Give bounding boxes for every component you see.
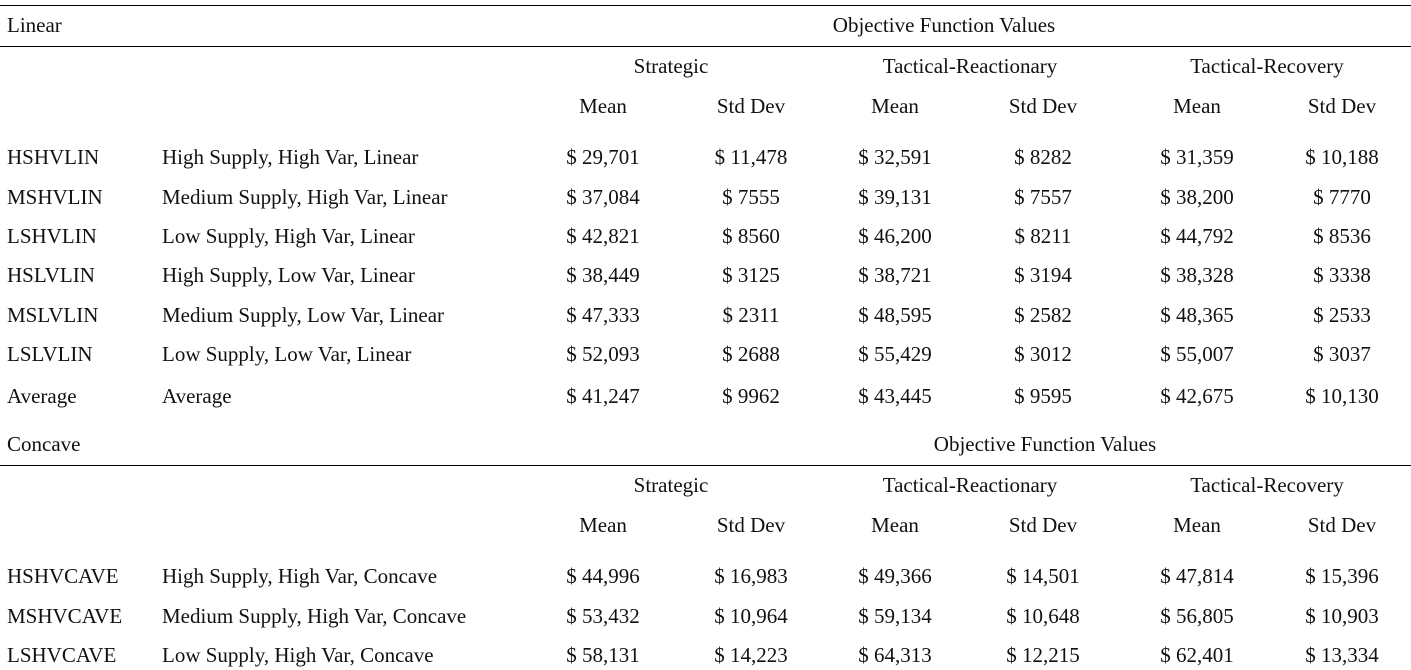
mean-value: $ 43,445 xyxy=(858,384,932,408)
mean-value: $ 38,200 xyxy=(1160,185,1234,209)
mean-value: $ 55,429 xyxy=(858,342,932,366)
row-description: High Supply, Low Var, Linear xyxy=(162,263,415,287)
mean-header: Mean xyxy=(871,513,919,537)
mean-value: $ 42,675 xyxy=(1160,384,1234,408)
mean-value: $ 59,134 xyxy=(858,604,932,628)
std-dev-value: $ 3338 xyxy=(1313,263,1371,287)
table-row xyxy=(0,601,1411,631)
mean-header: Mean xyxy=(1173,513,1221,537)
row-code: MSHVLIN xyxy=(7,185,103,209)
table-row xyxy=(0,300,1411,330)
mean-value: $ 53,432 xyxy=(566,604,640,628)
std-dev-value: $ 3125 xyxy=(722,263,780,287)
mean-header: Mean xyxy=(579,513,627,537)
std-dev-value: $ 16,983 xyxy=(714,564,788,588)
section-header-row xyxy=(0,10,1411,40)
mean-value: $ 47,814 xyxy=(1160,564,1234,588)
mean-value: $ 41,247 xyxy=(566,384,640,408)
table-row xyxy=(0,640,1411,670)
row-description: Medium Supply, Low Var, Linear xyxy=(162,303,445,327)
mean-value: $ 29,701 xyxy=(566,145,640,169)
strategy-header: Strategic xyxy=(633,54,709,78)
mean-header: Mean xyxy=(579,94,627,118)
std-dev-value: $ 2582 xyxy=(1014,303,1072,327)
std-dev-value: $ 14,223 xyxy=(714,643,788,667)
row-description: Low Supply, High Var, Linear xyxy=(162,224,415,248)
mean-header: Mean xyxy=(871,94,919,118)
std-dev-value: $ 11,478 xyxy=(714,145,788,169)
section-header-row xyxy=(0,429,1411,459)
strategy-header: Tactical-Reactionary xyxy=(882,473,1058,497)
std-dev-value: $ 7555 xyxy=(722,185,780,209)
row-description: High Supply, High Var, Concave xyxy=(162,564,438,588)
std-dev-header: Std Dev xyxy=(1008,94,1078,118)
table-row xyxy=(0,339,1411,369)
row-code: LSHVLIN xyxy=(7,224,97,248)
mean-value: $ 44,996 xyxy=(566,564,640,588)
std-dev-value: $ 10,903 xyxy=(1305,604,1379,628)
row-code: MSLVLIN xyxy=(7,303,99,327)
table-row xyxy=(0,260,1411,290)
table-row xyxy=(0,561,1411,591)
row-code: HSLVLIN xyxy=(7,263,95,287)
row-code: MSHVCAVE xyxy=(7,604,123,628)
std-dev-value: $ 13,334 xyxy=(1305,643,1379,667)
table-rule xyxy=(0,46,1411,47)
mean-value: $ 58,131 xyxy=(566,643,640,667)
std-dev-value: $ 2688 xyxy=(722,342,780,366)
row-code: HSHVCAVE xyxy=(7,564,119,588)
std-dev-header: Std Dev xyxy=(1307,94,1377,118)
strategy-header-row xyxy=(0,470,1411,500)
section-title: Linear xyxy=(7,13,62,37)
std-dev-header: Std Dev xyxy=(716,513,786,537)
std-dev-value: $ 10,964 xyxy=(714,604,788,628)
mean-value: $ 56,805 xyxy=(1160,604,1234,628)
mean-value: $ 48,595 xyxy=(858,303,932,327)
row-description: Low Supply, High Var, Concave xyxy=(162,643,434,667)
row-code: LSHVCAVE xyxy=(7,643,117,667)
mean-value: $ 32,591 xyxy=(858,145,932,169)
table-row xyxy=(0,142,1411,172)
row-code: LSLVLIN xyxy=(7,342,93,366)
std-dev-header: Std Dev xyxy=(716,94,786,118)
std-dev-value: $ 3012 xyxy=(1014,342,1072,366)
objective-function-values-header: Objective Function Values xyxy=(832,13,1056,37)
std-dev-header: Std Dev xyxy=(1008,513,1078,537)
std-dev-value: $ 7557 xyxy=(1014,185,1072,209)
mean-value: $ 64,313 xyxy=(858,643,932,667)
std-dev-value: $ 3037 xyxy=(1313,342,1371,366)
strategy-header: Tactical-Recovery xyxy=(1190,54,1344,78)
std-dev-value: $ 15,396 xyxy=(1305,564,1379,588)
mean-header: Mean xyxy=(1173,94,1221,118)
std-dev-value: $ 12,215 xyxy=(1006,643,1080,667)
mean-value: $ 47,333 xyxy=(566,303,640,327)
row-description: Average xyxy=(162,384,232,408)
mean-value: $ 42,821 xyxy=(566,224,640,248)
strategy-header: Tactical-Recovery xyxy=(1190,473,1344,497)
stat-header-row xyxy=(0,91,1411,121)
std-dev-value: $ 7770 xyxy=(1313,185,1371,209)
row-code: Average xyxy=(7,384,77,408)
std-dev-value: $ 9962 xyxy=(722,384,780,408)
mean-value: $ 44,792 xyxy=(1160,224,1234,248)
strategy-header: Strategic xyxy=(633,473,709,497)
std-dev-value: $ 10,648 xyxy=(1006,604,1080,628)
table-rule xyxy=(0,465,1411,466)
table-row xyxy=(0,381,1411,411)
row-description: Low Supply, Low Var, Linear xyxy=(162,342,412,366)
stat-header-row xyxy=(0,510,1411,540)
row-code: HSHVLIN xyxy=(7,145,100,169)
std-dev-value: $ 9595 xyxy=(1014,384,1072,408)
std-dev-value: $ 8211 xyxy=(1014,224,1072,248)
std-dev-value: $ 3194 xyxy=(1014,263,1072,287)
strategy-header-row xyxy=(0,51,1411,81)
mean-value: $ 46,200 xyxy=(858,224,932,248)
mean-value: $ 48,365 xyxy=(1160,303,1234,327)
mean-value: $ 39,131 xyxy=(858,185,932,209)
std-dev-value: $ 10,130 xyxy=(1305,384,1379,408)
row-description: Medium Supply, High Var, Concave xyxy=(162,604,467,628)
table-row xyxy=(0,221,1411,251)
mean-value: $ 31,359 xyxy=(1160,145,1234,169)
std-dev-value: $ 14,501 xyxy=(1006,564,1080,588)
std-dev-value: $ 8282 xyxy=(1014,145,1072,169)
mean-value: $ 62,401 xyxy=(1160,643,1234,667)
strategy-header: Tactical-Reactionary xyxy=(882,54,1058,78)
mean-value: $ 38,328 xyxy=(1160,263,1234,287)
mean-value: $ 52,093 xyxy=(566,342,640,366)
table-row xyxy=(0,182,1411,212)
std-dev-value: $ 2533 xyxy=(1313,303,1371,327)
section-title: Concave xyxy=(7,432,81,456)
mean-value: $ 38,449 xyxy=(566,263,640,287)
mean-value: $ 37,084 xyxy=(566,185,640,209)
table-rule xyxy=(0,5,1411,6)
objective-function-values-header: Objective Function Values xyxy=(933,432,1157,456)
row-description: High Supply, High Var, Linear xyxy=(162,145,419,169)
row-description: Medium Supply, High Var, Linear xyxy=(162,185,448,209)
mean-value: $ 38,721 xyxy=(858,263,932,287)
mean-value: $ 49,366 xyxy=(858,564,932,588)
std-dev-header: Std Dev xyxy=(1307,513,1377,537)
std-dev-value: $ 8560 xyxy=(722,224,780,248)
std-dev-value: $ 10,188 xyxy=(1305,145,1379,169)
mean-value: $ 55,007 xyxy=(1160,342,1234,366)
std-dev-value: $ 8536 xyxy=(1313,224,1371,248)
std-dev-value: $ 2311 xyxy=(722,303,780,327)
